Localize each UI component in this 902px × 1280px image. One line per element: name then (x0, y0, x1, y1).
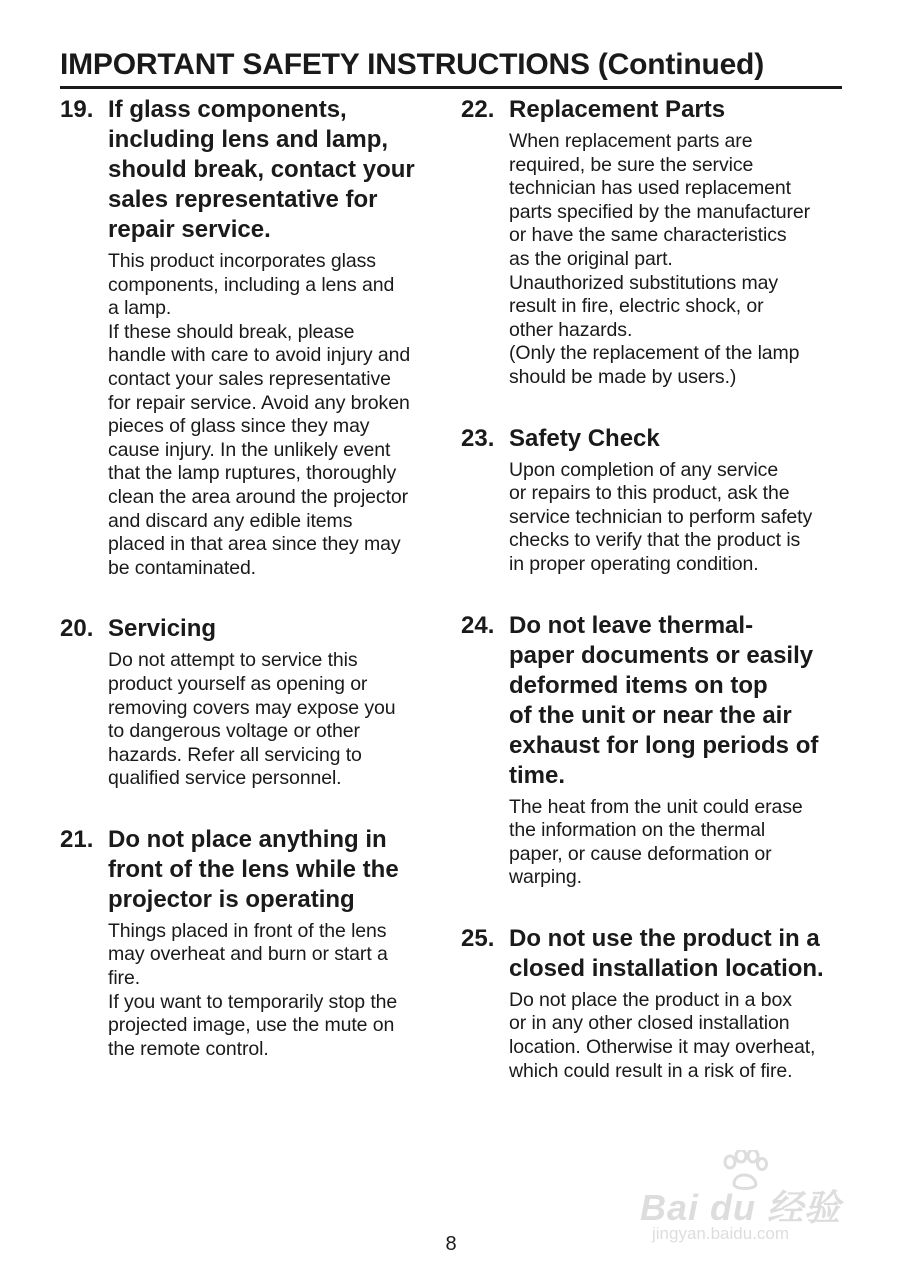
section-body: When replacement parts are required, be sure the service technician has used replacement parts specified by the manufacturer or have the same characteristics as the original part. Unauthorized substitutions may result in fire, electric shock, or other hazards. (Only the replacement of the lamp should be made by users.) (509, 130, 811, 388)
section-heading: Do not place anything in front of the lens while the projector is operating (108, 825, 399, 913)
section-heading: Safety Check (509, 424, 660, 452)
section-body: Do not place the product in a box or in any other closed installation location. Otherwise it may overheat, which could result in a risk of fire. (509, 988, 816, 1082)
section-heading: Do not use the product in a closed installation location. (509, 924, 824, 982)
section-body: This product incorporates glass components, including a lens and a lamp. If these should break, please handle with care to avoid injury and contact your sales representative for repair service. Avoid any broken pieces of glass since they may cause injury. In the unlikely event that the lamp ruptures, thoroughly clean the area around the projector and discard any edible items placed in that area since they may be contaminated. (108, 250, 411, 579)
section-heading: If glass components, including lens and lamp, should break, contact your sales representative for repair service. (108, 96, 415, 243)
section-number: 25. (461, 924, 495, 952)
paw-icon (720, 1150, 768, 1190)
section-number: 21. (60, 825, 94, 853)
page-title: IMPORTANT SAFETY INSTRUCTIONS (Continued) (60, 48, 764, 81)
section-21 (60, 825, 445, 1062)
section-number: 20. (60, 615, 94, 643)
section-heading: Do not leave thermal- paper documents or easily deformed items on top of the unit or near the air exhaust for long periods of time. (509, 611, 819, 789)
section-number: 24. (461, 611, 495, 639)
section-20 (60, 614, 445, 791)
section-heading: Servicing (108, 615, 217, 643)
section-body: Do not attempt to service this product yourself as opening or removing covers may expose you to dangerous voltage or other hazards. Refer all servicing to qualified service personnel. (108, 649, 396, 790)
section-number: 22. (461, 96, 495, 123)
right-column (461, 95, 851, 1083)
section-23 (461, 424, 851, 577)
section-22 (461, 95, 851, 390)
section-number: 23. (461, 424, 495, 452)
section-body: The heat from the unit could erase the information on the thermal paper, or cause deformation or warping. (509, 795, 803, 889)
section-number: 19. (60, 96, 94, 123)
section-body: Upon completion of any service or repairs to this product, ask the service technician to perform safety checks to verify that the product is in proper operating condition. (509, 458, 813, 575)
section-heading: Replacement Parts (509, 96, 726, 123)
section-body: Things placed in front of the lens may overheat and burn or start a fire. If you want to temporarily stop the projected image, use the mute on the remote control. (108, 919, 398, 1060)
left-column (60, 95, 445, 1061)
section-24 (461, 611, 851, 890)
section-19 (60, 95, 445, 580)
title-divider (60, 86, 842, 89)
section-25 (461, 924, 851, 1083)
watermark-logo: Bai du 经验 (640, 1187, 842, 1228)
watermark-url: jingyan.baidu.com (652, 1224, 790, 1243)
page-number: 8 (445, 1233, 457, 1255)
